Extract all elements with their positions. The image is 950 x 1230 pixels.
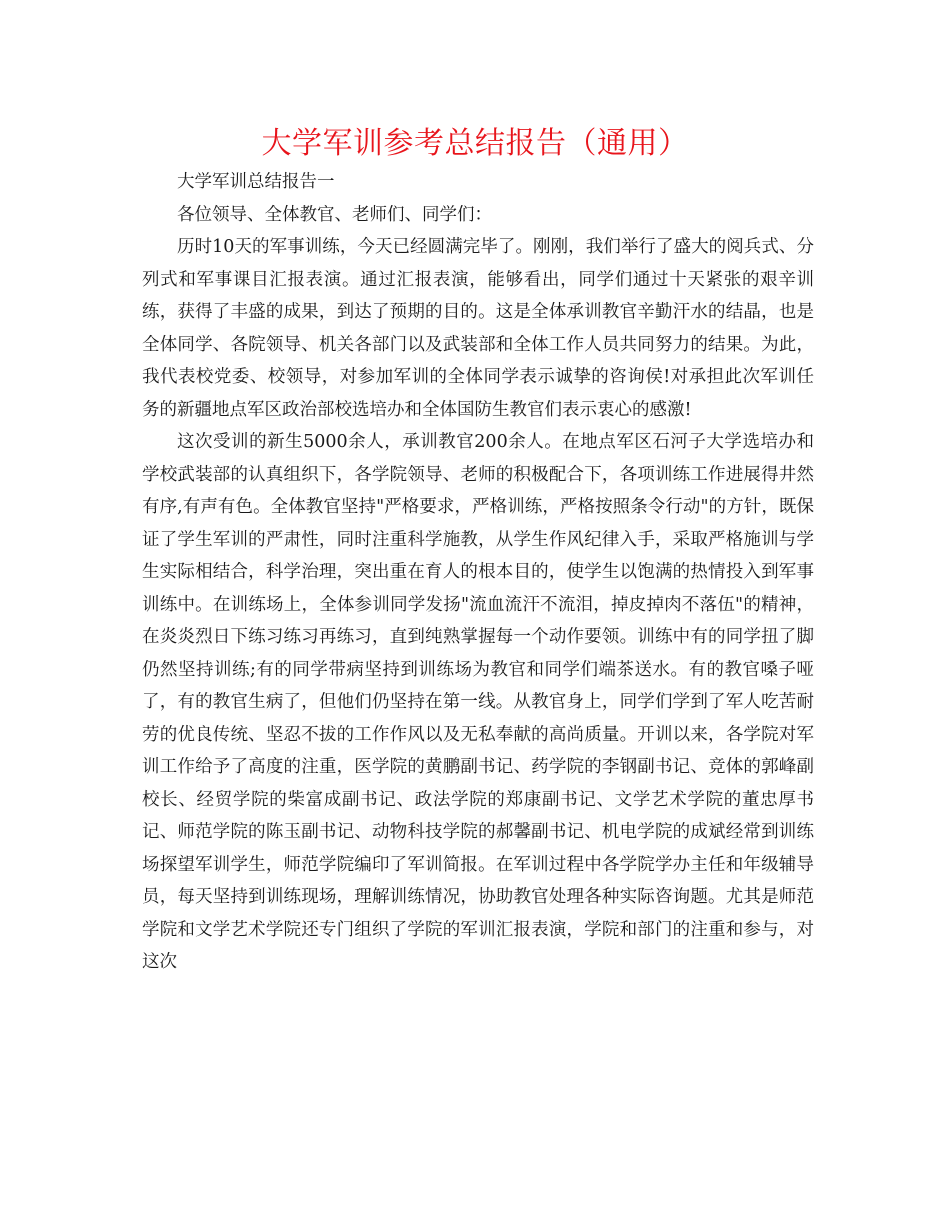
paragraph-1: 历时10天的军事训练，今天已经圆满完毕了。刚刚，我们举行了盛大的阅兵式、分列式和军事课目汇报表演。通过汇报表演，能够看出，同学们通过十天紧张的艰辛训练，获得了丰盛的成果，到达了预期的目的。这是全体承训教官辛勤汗水的结晶，也是全体同学、各院领导、机关各部门以及武装部和全体工作人员共同努力的结果。为此，我代表校党委、校领导，对参加军训的全体同学表示诚挚的咨询侯!对承担此次军训任务的新疆地点军区政治部校选培办和全体国防生教官们表示衷心的感激! xyxy=(142,237,814,420)
salutation: 各位领导、全体教官、老师们、同学们： xyxy=(177,204,492,225)
document-body xyxy=(142,166,814,979)
document-title: 大学军训参考总结报告（通用） xyxy=(261,126,689,161)
paragraph-2: 这次受训的新生5000余人，承训教官200余人。在地点军区石河子大学选培办和学校武装部的认真组织下，各学院领导、老师的积极配合下，各项训练工作进展得井然有序,有声有色。全体教官坚持"严格要求，严格训练，严格按照条令行动"的方针，既保证了学生军训的严肃性，同时注重科学施教，从学生作风纪律入手，采取严格施训与学生实际相结合，科学治理，突出重在育人的根本目的，使学生以饱满的热情投入到军事训练中。在训练场上，全体参训同学发扬"流血流汗不流泪，掉皮掉肉不落伍"的精神，在炎炎烈日下练习练习再练习，直到纯熟掌握每一个动作要领。训练中有的同学扭了脚仍然坚持训练;有的同学带病坚持到训练场为教官和同学们端茶送水。有的教官嗓子哑了，有的教官生病了，但他们仍坚持在第一线。从教官身上，同学们学到了军人吃苦耐劳的优良传统、坚忍不拔的工作作风以及无私奉献的高尚质量。开训以来，各学院对军训工作给予了高度的注重，医学院的黄鹏副书记、药学院的李钢副书记、竞体的郭峰副校长、经贸学院的柴富成副书记、政法学院的郑康副书记、文学艺术学院的董忠厚书记、师范学院的陈玉副书记、动物科技学院的郝馨副书记、机电学院的成斌经常到训练场探望军训学生，师范学院编印了军训简报。在军训过程中各学院学办主任和年级辅导员，每天坚持到训练现场，理解训练情况，协助教官处理各种实际咨询题。尤其是师范学院和文学艺术学院还专门组织了学院的军训汇报表演，学院和部门的注重和参与，对这次 xyxy=(142,432,814,972)
report-subtitle: 大学军训总结报告一 xyxy=(177,172,335,192)
